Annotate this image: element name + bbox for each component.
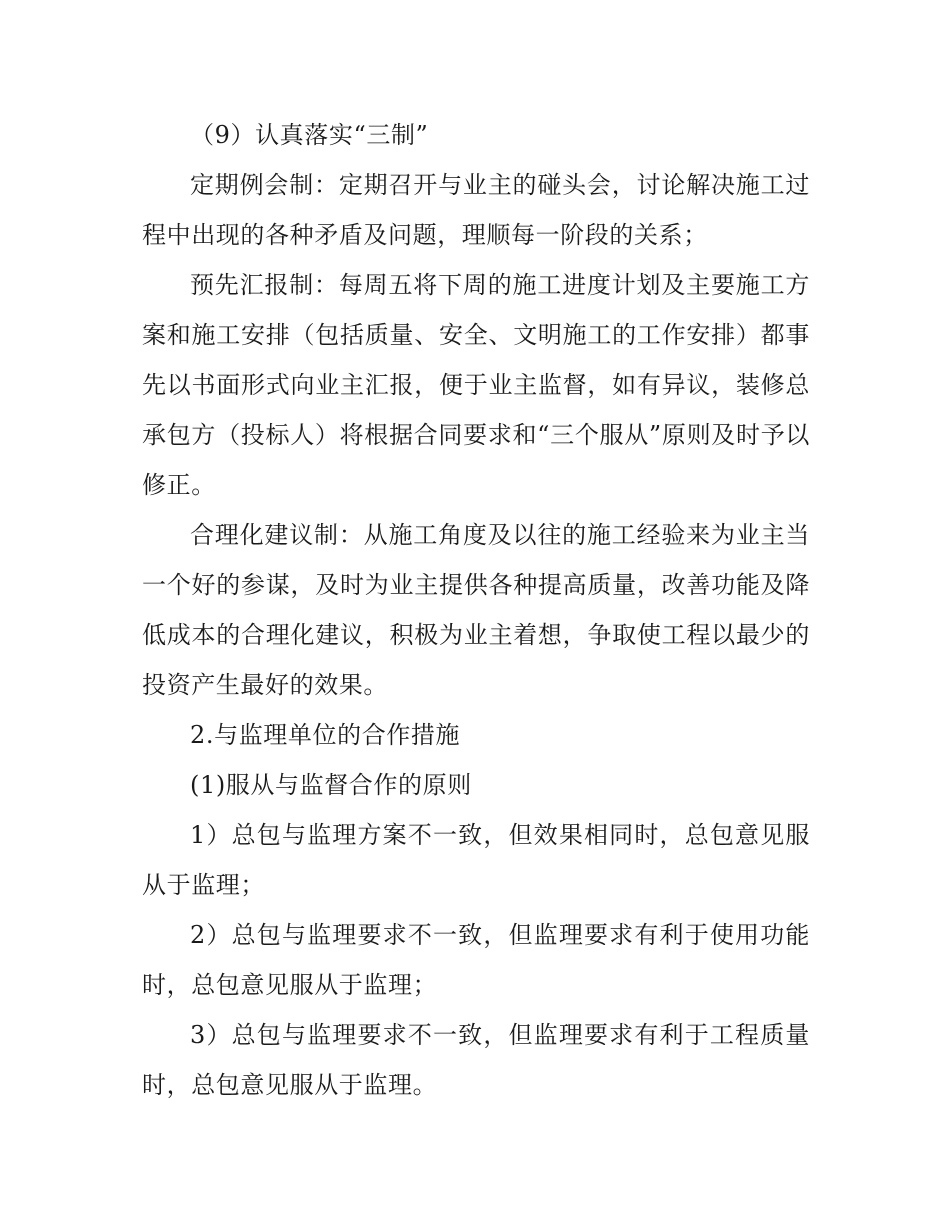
list-item-1: 1）总包与监理方案不一致，但效果相同时，总包意见服从于监理； [142, 821, 810, 899]
paragraph-advance-report: 预先汇报制：每周五将下周的施工进度计划及主要施工方案和施工安排（包括质量、安全、文明施工的工作安排）都事先以书面形式向业主汇报，便于业主监督，如有异议，装修总承包方（投标人）将根据合同要求和“三个服从”原则及时予以修正。 [142, 271, 810, 499]
list-item-2: 2）总包与监理要求不一致，但监理要求有利于使用功能时，总包意见服从于监理； [142, 921, 810, 999]
paragraph-rationalization-proposal: 合理化建议制：从施工角度及以往的施工经验来为业主当一个好的参谋，及时为业主提供各种提高质量，改善功能及降低成本的合理化建议，积极为业主着想，争取使工程以最少的投资产生最好的效果。 [142, 521, 810, 699]
list-item-3: 3）总包与监理要求不一致，但监理要求有利于工程质量时，总包意见服从于监理。 [142, 1021, 810, 1099]
section-heading-supervision-cooperation: 2.与监理单位的合作措施 [190, 721, 461, 749]
paragraph-regular-meeting: 定期例会制：定期召开与业主的碰头会，讨论解决施工过程中出现的各种矛盾及问题，理顺每一阶段的关系； [142, 171, 810, 249]
subheading-three-systems: （9）认真落实“三制” [190, 121, 429, 149]
subheading-obey-principle: (1)服从与监督合作的原则 [190, 771, 472, 799]
document-body [142, 110, 810, 1110]
